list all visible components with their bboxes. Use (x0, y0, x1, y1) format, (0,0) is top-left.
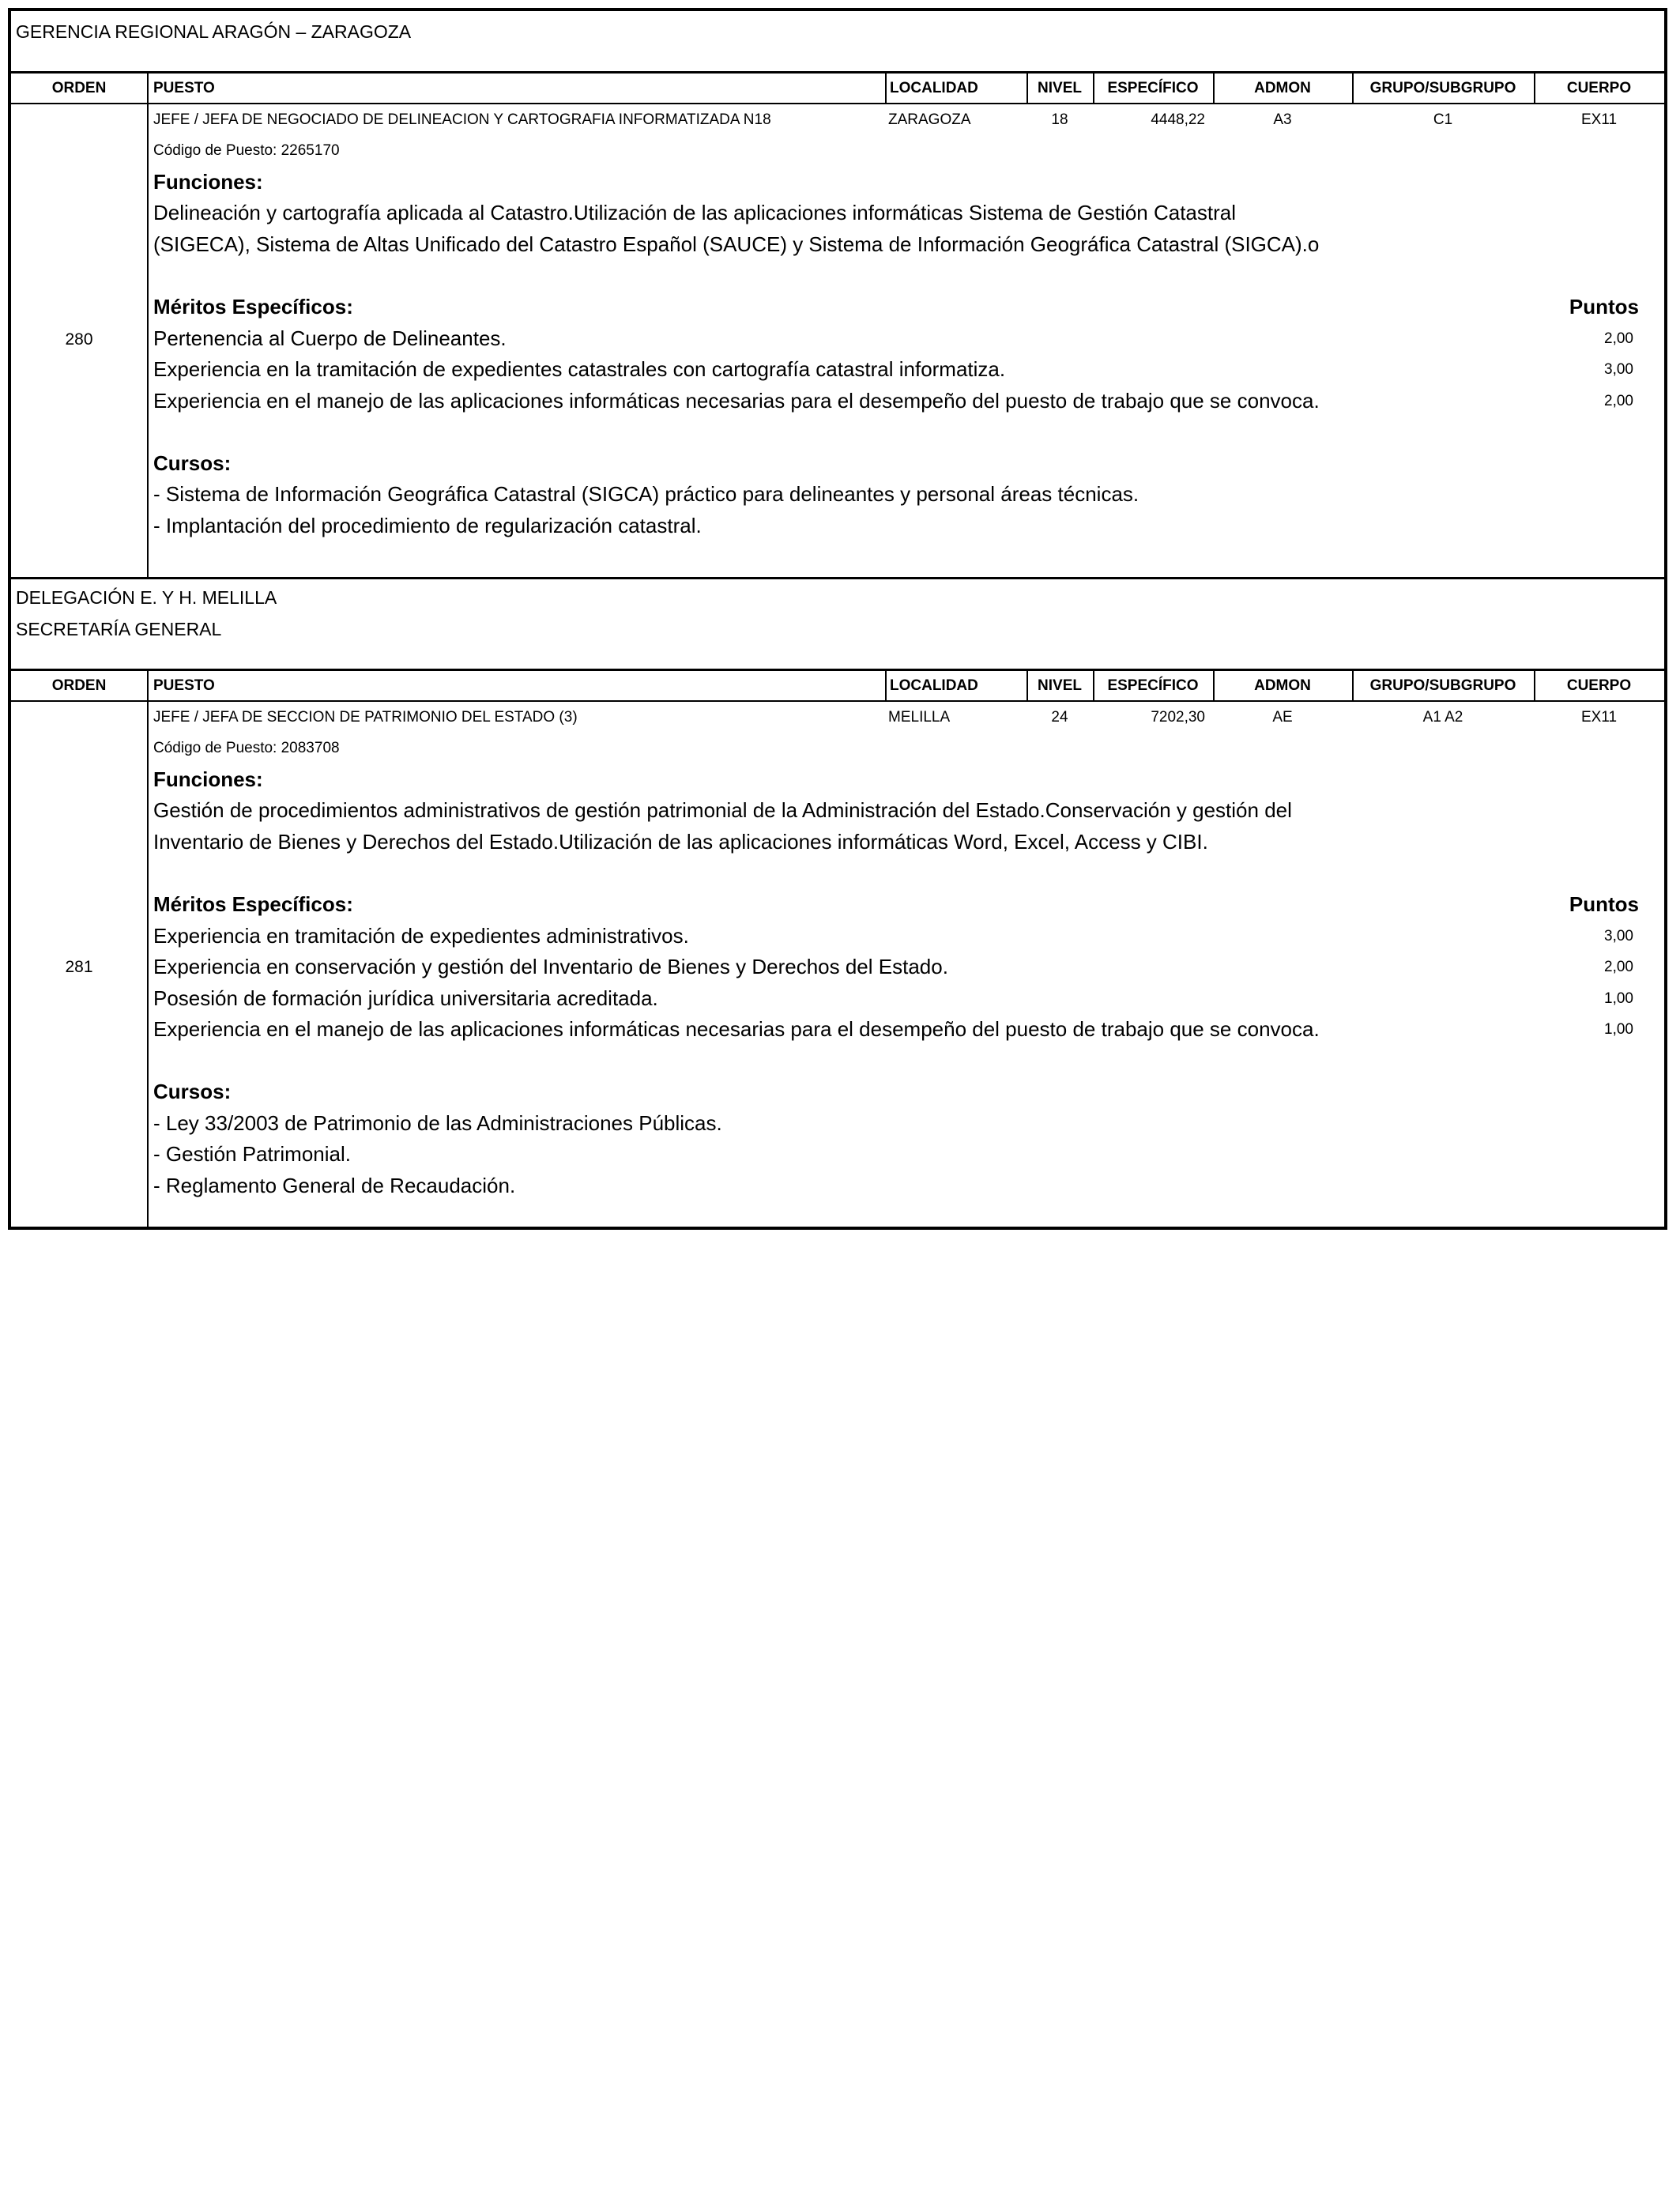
column-header-localidad: LOCALIDAD (890, 677, 978, 694)
merito-text: Experiencia en tramitación de expedientes administrativos. (153, 924, 689, 948)
divider (147, 700, 149, 1230)
merito-puntos: 2,00 (1604, 330, 1633, 347)
funciones-title: Funciones: (153, 767, 263, 791)
column-header-especifico: ESPECÍFICO (1107, 80, 1199, 96)
unit-title: GERENCIA REGIONAL ARAGÓN – ZARAGOZA (16, 21, 412, 42)
column-header-grupo: GRUPO/SUBGRUPO (1369, 677, 1516, 694)
localidad-value: MELILLA (888, 709, 951, 726)
divider (1026, 71, 1028, 103)
funciones-line: Gestión de procedimientos administrativos de gestión patrimonial de la Administración del Estado.Conservación y gestión del (153, 798, 1292, 822)
column-header-admon: ADMON (1254, 677, 1311, 694)
puntos-title: Puntos (1569, 295, 1639, 319)
especifico-value: 4448,22 (1151, 111, 1205, 128)
merito-text: Posesión de formación jurídica universitaria acreditada. (153, 986, 658, 1010)
admon-value: AE (1272, 709, 1293, 726)
unit-title: DELEGACIÓN E. Y H. MELILLA (16, 587, 277, 608)
column-header-puesto: PUESTO (153, 80, 215, 96)
puesto-value: JEFE / JEFA DE SECCION DE PATRIMONIO DEL ESTADO (3) (153, 709, 578, 726)
localidad-value: ZARAGOZA (888, 111, 971, 128)
grupo-value: C1 (1433, 111, 1453, 128)
unit-subtitle: SECRETARÍA GENERAL (16, 619, 222, 639)
divider (147, 71, 149, 103)
curso-item: - Gestión Patrimonial. (153, 1142, 351, 1166)
admon-value: A3 (1273, 111, 1292, 128)
funciones-line: (SIGECA), Sistema de Altas Unificado del Catastro Español (SAUCE) y Sistema de Información Geográfica Catastral (SIGCA).o (153, 232, 1320, 256)
column-header-cuerpo: CUERPO (1566, 80, 1632, 96)
divider (1534, 71, 1535, 103)
cursos-title: Cursos: (153, 451, 232, 475)
merito-text: Experiencia en la tramitación de expedientes catastrales con cartografía catastral informatiza. (153, 357, 1006, 381)
curso-item: - Ley 33/2003 de Patrimonio de las Administraciones Públicas. (153, 1111, 722, 1135)
curso-item: - Sistema de Información Geográfica Catastral (SIGCA) práctico para delineantes y personal áreas técnicas. (153, 482, 1139, 506)
divider (1352, 71, 1354, 103)
orden-value: 281 (65, 958, 93, 976)
nivel-value: 18 (1051, 111, 1068, 128)
merito-puntos: 3,00 (1604, 928, 1633, 944)
codigo-puesto: Código de Puesto: 2265170 (153, 142, 340, 159)
column-header-orden: ORDEN (51, 677, 107, 694)
divider (1026, 669, 1028, 700)
funciones-line: Inventario de Bienes y Derechos del Estado.Utilización de las aplicaciones informáticas Word, Excel, Access y CIBI. (153, 830, 1208, 854)
merito-puntos: 1,00 (1604, 990, 1633, 1007)
column-header-cuerpo: CUERPO (1566, 677, 1632, 694)
column-header-especifico: ESPECÍFICO (1107, 677, 1199, 694)
merito-text: Experiencia en el manejo de las aplicaciones informáticas necesarias para el desempeño del puesto de trabajo que se convoca. (153, 1017, 1320, 1041)
column-header-nivel: NIVEL (1038, 677, 1082, 694)
divider (1213, 71, 1215, 103)
column-header-nivel: NIVEL (1038, 80, 1082, 96)
puesto-value: JEFE / JEFA DE NEGOCIADO DE DELINEACION Y CARTOGRAFIA INFORMATIZADA N18 (153, 111, 771, 128)
meritos-title: Méritos Específicos: (153, 892, 353, 916)
column-header-puesto: PUESTO (153, 677, 215, 694)
especifico-value: 7202,30 (1151, 709, 1205, 726)
divider (1213, 669, 1215, 700)
merito-puntos: 3,00 (1604, 361, 1633, 378)
meritos-title: Méritos Específicos: (153, 295, 353, 319)
divider (11, 577, 1664, 579)
puntos-title: Puntos (1569, 892, 1639, 916)
merito-puntos: 1,00 (1604, 1021, 1633, 1038)
column-header-grupo: GRUPO/SUBGRUPO (1369, 80, 1516, 96)
orden-value: 280 (65, 330, 93, 349)
column-header-localidad: LOCALIDAD (890, 80, 978, 96)
divider (885, 669, 887, 700)
merito-text: Experiencia en el manejo de las aplicaciones informáticas necesarias para el desempeño del puesto de trabajo que se convoca. (153, 389, 1320, 413)
divider (1534, 669, 1535, 700)
nivel-value: 24 (1051, 709, 1068, 726)
divider (147, 669, 149, 700)
merito-text: Pertenencia al Cuerpo de Delineantes. (153, 326, 507, 350)
curso-item: - Implantación del procedimiento de regularización catastral. (153, 514, 702, 537)
divider (147, 103, 149, 577)
divider (1093, 669, 1094, 700)
grupo-value: A1 A2 (1422, 709, 1463, 726)
divider (885, 71, 887, 103)
divider (1093, 71, 1094, 103)
cuerpo-value: EX11 (1580, 111, 1618, 128)
funciones-title: Funciones: (153, 170, 263, 194)
curso-item: - Reglamento General de Recaudación. (153, 1174, 516, 1197)
cuerpo-value: EX11 (1580, 709, 1618, 726)
merito-puntos: 2,00 (1604, 393, 1633, 409)
divider (1352, 669, 1354, 700)
cursos-title: Cursos: (153, 1080, 232, 1103)
column-header-admon: ADMON (1254, 80, 1311, 96)
merito-text: Experiencia en conservación y gestión del Inventario de Bienes y Derechos del Estado. (153, 955, 948, 978)
document-frame (8, 8, 1667, 1230)
merito-puntos: 2,00 (1604, 959, 1633, 975)
column-header-orden: ORDEN (51, 80, 107, 96)
funciones-line: Delineación y cartografía aplicada al Catastro.Utilización de las aplicaciones informáticas Sistema de Gestión Catastral (153, 201, 1237, 224)
codigo-puesto: Código de Puesto: 2083708 (153, 740, 340, 756)
